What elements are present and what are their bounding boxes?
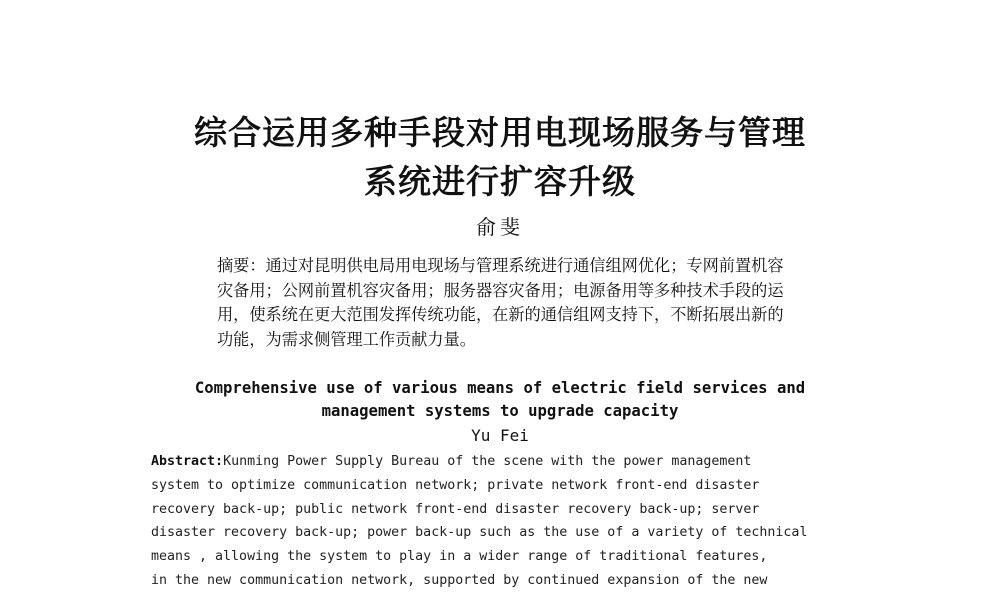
english-abstract-line: in the new communication network, supported by continued expansion of the new [151, 572, 768, 588]
chinese-abstract-line: 摘要：通过对昆明供电局用电现场与管理系统进行通信组网优化；专网前置机容 [217, 256, 784, 275]
chinese-abstract-line: 功能，为需求侧管理工作贡献力量。 [217, 329, 476, 349]
abstract-label: Abstract: [151, 454, 224, 469]
chinese-abstract [217, 254, 784, 352]
english-abstract-line: means , allowing the system to play in a wider range of traditional features, [151, 549, 768, 565]
chinese-author: 俞斐 [476, 215, 524, 239]
chinese-abstract-line: 灾备用；公网前置机容灾备用；服务器容灾备用；电源备用等多种技术手段的运 [217, 280, 784, 300]
english-abstract [151, 450, 807, 593]
english-abstract-first-text: Kunming Power Supply Bureau of the scene with the power management [223, 454, 752, 469]
chinese-title-line-1: 综合运用多种手段对用电现场服务与管理 [194, 113, 806, 152]
english-abstract-line: disaster recovery back-up; power back-up such as the use of a variety of technical [151, 525, 808, 541]
english-author: Yu Fei [471, 426, 529, 445]
english-title-line-2: management systems to upgrade capacity [321, 402, 679, 420]
english-title-line-1: Comprehensive use of various means of electric field services and [194, 379, 806, 397]
english-abstract-line: recovery back-up; public network front-end disaster recovery back-up; server [151, 501, 760, 517]
english-abstract-line [151, 450, 807, 474]
english-abstract-line: system to optimize communication network; private network front-end disaster [151, 477, 760, 493]
chinese-abstract-line: 用，使系统在更大范围发挥传统功能，在新的通信组网支持下，不断拓展出新的 [217, 305, 784, 324]
chinese-title-line-2: 系统进行扩容升级 [364, 162, 636, 201]
